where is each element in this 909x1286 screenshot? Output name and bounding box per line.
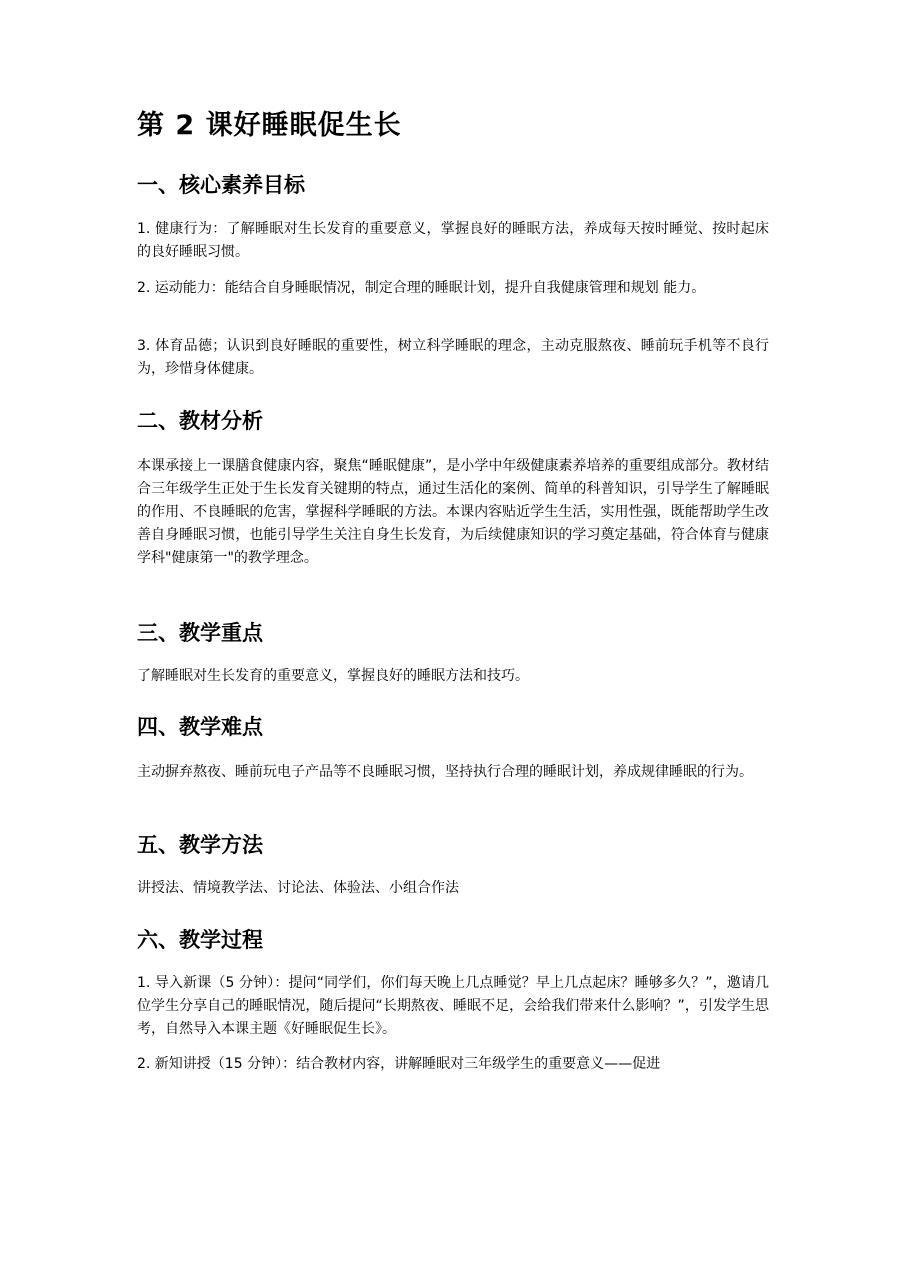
section-process: [137, 925, 777, 955]
paragraph: 2. 运动能力：能结合自身睡眠情况，制定合理的睡眠计划，提升自我健康管理和规划 能力。: [137, 280, 706, 296]
section-heading: 三、教学重点: [137, 621, 263, 645]
paragraph: 本课承接上一课膳食健康内容，聚焦“睡眠健康”，是小学中年级健康素养培养的重要组成部分。教材结合三年级学生正处于生长发育关键期的特点，通过生活化的案例、简单的科普知识，引导学生了解睡眠的作用、不良睡眠的危害，掌握科学睡眠的方法。本课内容贴近学生生活，实用性强，既能帮助学生改善自身睡眠习惯，也能引导学生关注自身生长发育，为后续健康知识的学习奠定基础，符合体育与健康学科"健康第一"的教学理念。: [137, 458, 769, 566]
paragraph: 主动摒弃熬夜、睡前玩电子产品等不良睡眠习惯，坚持执行合理的睡眠计划，养成规律睡眠的行为。: [137, 764, 753, 780]
section-heading: 一、核心素养目标: [137, 173, 305, 197]
document-title: 第 2 课好睡眠促生长: [137, 110, 402, 141]
section-core-goals: [137, 170, 777, 200]
section-difficulties: [137, 712, 777, 742]
paragraph: 1. 健康行为：了解睡眠对生长发育的重要意义，掌握良好的睡眠方法，养成每天按时睡觉、按时起床的良好睡眠习惯。: [137, 221, 769, 260]
section-material-analysis: [137, 406, 777, 436]
paragraph: 讲授法、情境教学法、讨论法、体验法、小组合作法: [137, 880, 459, 896]
section-key-points: [137, 618, 777, 648]
paragraph: 3. 体育品德；认识到良好睡眠的重要性，树立科学睡眠的理念，主动克服熬夜、睡前玩手机等不良行为，珍惜身体健康。: [137, 338, 769, 377]
paragraph: 2. 新知讲授（15 分钟）：结合教材内容，讲解睡眠对三年级学生的重要意义——促进: [137, 1056, 661, 1072]
section-heading: 六、教学过程: [137, 928, 263, 952]
section-heading: 五、教学方法: [137, 833, 263, 857]
paragraph: 了解睡眠对生长发育的重要意义，掌握良好的睡眠方法和技巧。: [137, 668, 529, 684]
section-methods: [137, 830, 777, 860]
section-heading: 二、教材分析: [137, 409, 263, 433]
section-heading: 四、教学难点: [137, 715, 263, 739]
paragraph: 1. 导入新课（5 分钟）：提问“同学们，你们每天晚上几点睡觉？早上几点起床？睡够多久？”，邀请几位学生分享自己的睡眠情况，随后提问“长期熬夜、睡眠不足，会给我们带来什么影响？”，引发学生思考，自然导入本课主题《好睡眠促生长》。: [137, 975, 769, 1037]
